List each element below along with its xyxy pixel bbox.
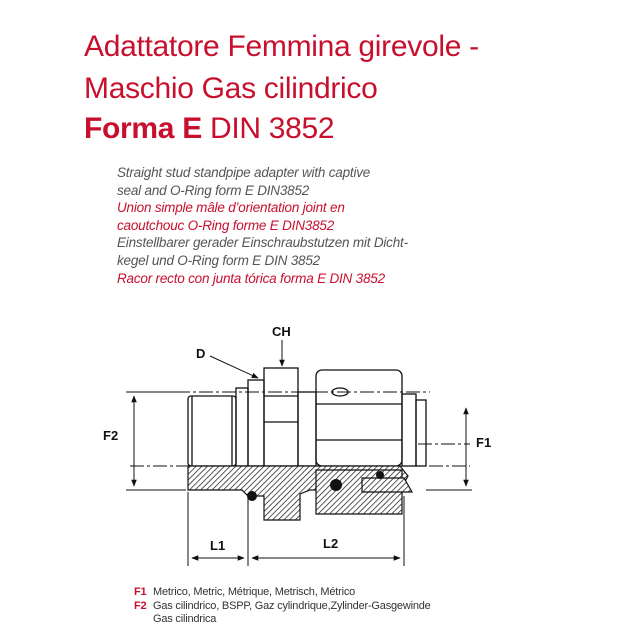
legend-f2-key: F2: [134, 600, 147, 612]
label-l1: L1: [210, 538, 226, 553]
description-de-2: kegel und O-Ring form E DIN 3852: [117, 252, 320, 268]
description-en-1: Straight stud standpipe adapter with captive: [117, 165, 371, 180]
label-l2: L2: [323, 536, 339, 551]
legend-f1-text: Metrico, Metric, Métrique, Metrisch, Métrico: [153, 586, 356, 598]
legend-f1: [134, 586, 355, 599]
legend-f1-key: F1: [134, 586, 147, 598]
legend-f2-text: Gas cilindrico, BSPP, Gaz cylindrique,Zylinder-Gasgewinde: [153, 600, 431, 612]
title-line-1: Adattatore Femmina girevole -: [84, 30, 479, 63]
title-form-label: Forma E: [84, 112, 202, 145]
dimension-f2: [126, 392, 186, 490]
label-ch: CH: [272, 324, 291, 339]
fitting-outline: [188, 368, 426, 466]
description-fr-2: caoutchouc O-Ring forme E DIN3852: [117, 217, 335, 233]
title-line-2: Maschio Gas cilindrico: [84, 72, 378, 105]
description-de-1: Einstellbarer gerader Einschraubstutzen mit Dicht-: [117, 235, 408, 251]
description-fr-1: Union simple mâle d’orientation joint en: [117, 200, 345, 216]
legend-f2-continuation: Gas cilindrica: [153, 613, 217, 625]
label-f1: F1: [476, 435, 492, 450]
title-standard-label: DIN 3852: [201, 112, 335, 145]
description-en-2: seal and O-Ring form E DIN3852: [117, 182, 310, 198]
legend-f2: [134, 600, 431, 613]
center-lines: [130, 392, 470, 466]
label-f2: F2: [103, 428, 119, 443]
leader-lines: [210, 340, 282, 378]
dimension-f1: [426, 408, 472, 490]
label-d: D: [196, 346, 206, 361]
description-es-1: Racor recto con junta tórica forma E DIN 3852: [117, 270, 385, 286]
